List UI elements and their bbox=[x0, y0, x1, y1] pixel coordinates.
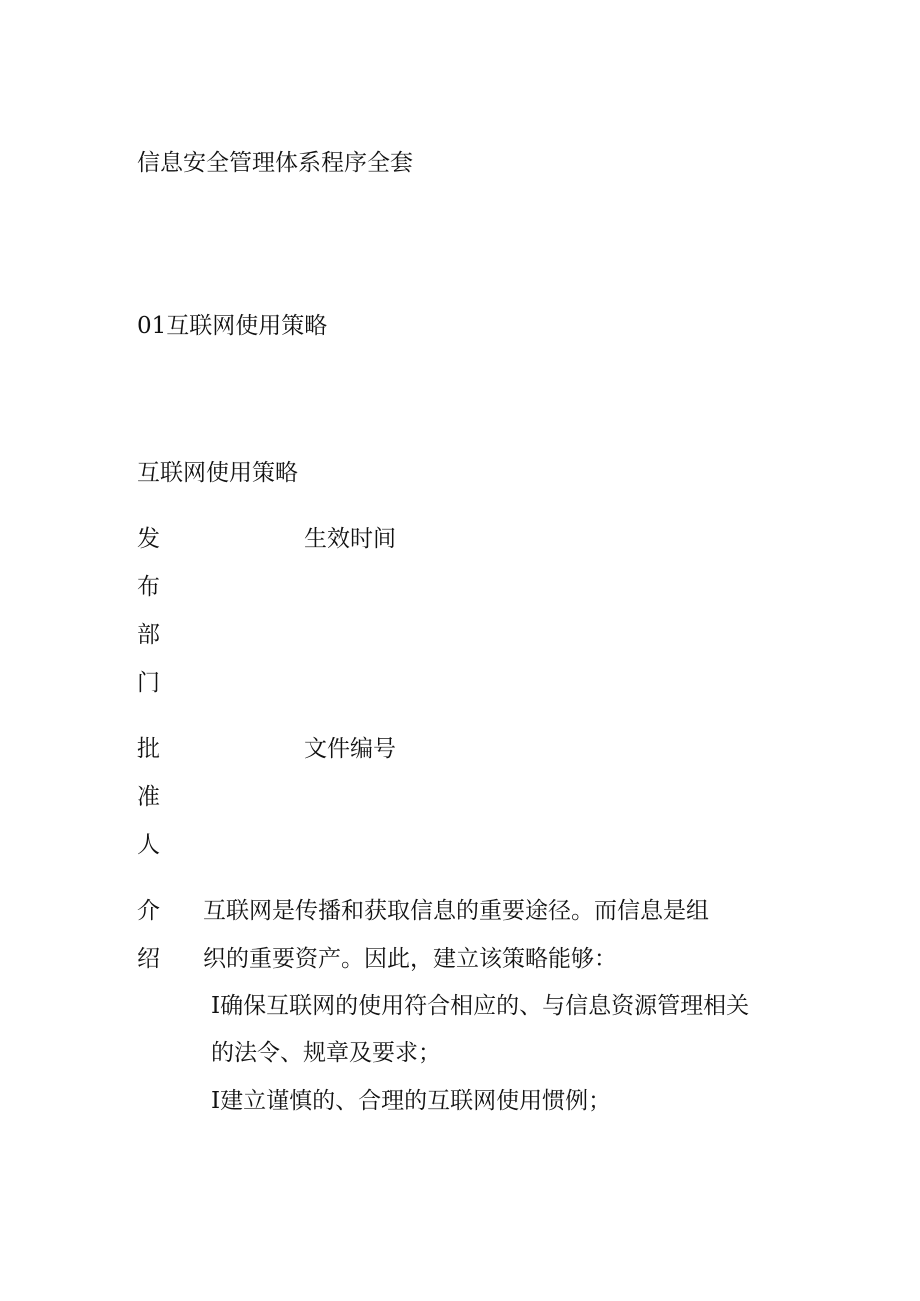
label-char: 介 bbox=[137, 898, 160, 924]
policy-title: 互联网使用策略 bbox=[137, 460, 298, 486]
introduction-label bbox=[137, 900, 167, 996]
document-title: 信息安全管理体系程序全套 bbox=[137, 150, 413, 176]
bullet-item-line: 的法令、规章及要求； bbox=[211, 1040, 441, 1066]
approver-label bbox=[137, 738, 167, 882]
document-number-label: 文件编号 bbox=[304, 736, 396, 762]
section-heading: 01互联网使用策略 bbox=[137, 313, 328, 339]
intro-text-line: 互联网是传播和获取信息的重要途径。而信息是组 bbox=[203, 898, 709, 924]
issuing-department-label bbox=[137, 528, 167, 720]
bullet-item-line: I确保互联网的使用符合相应的、与信息资源管理相关 bbox=[211, 993, 750, 1019]
label-char: 人 bbox=[137, 832, 160, 858]
effective-date-label: 生效时间 bbox=[304, 526, 396, 552]
label-char: 发 bbox=[137, 526, 160, 552]
label-char: 准 bbox=[137, 784, 160, 810]
label-char: 门 bbox=[137, 670, 160, 696]
label-char: 部 bbox=[137, 622, 160, 648]
label-char: 绍 bbox=[137, 946, 160, 972]
label-char: 批 bbox=[137, 736, 160, 762]
intro-text-line: 织的重要资产。因此，建立该策略能够： bbox=[203, 946, 617, 972]
label-char: 布 bbox=[137, 574, 160, 600]
bullet-item-line: I建立谨慎的、合理的互联网使用惯例； bbox=[211, 1088, 612, 1114]
